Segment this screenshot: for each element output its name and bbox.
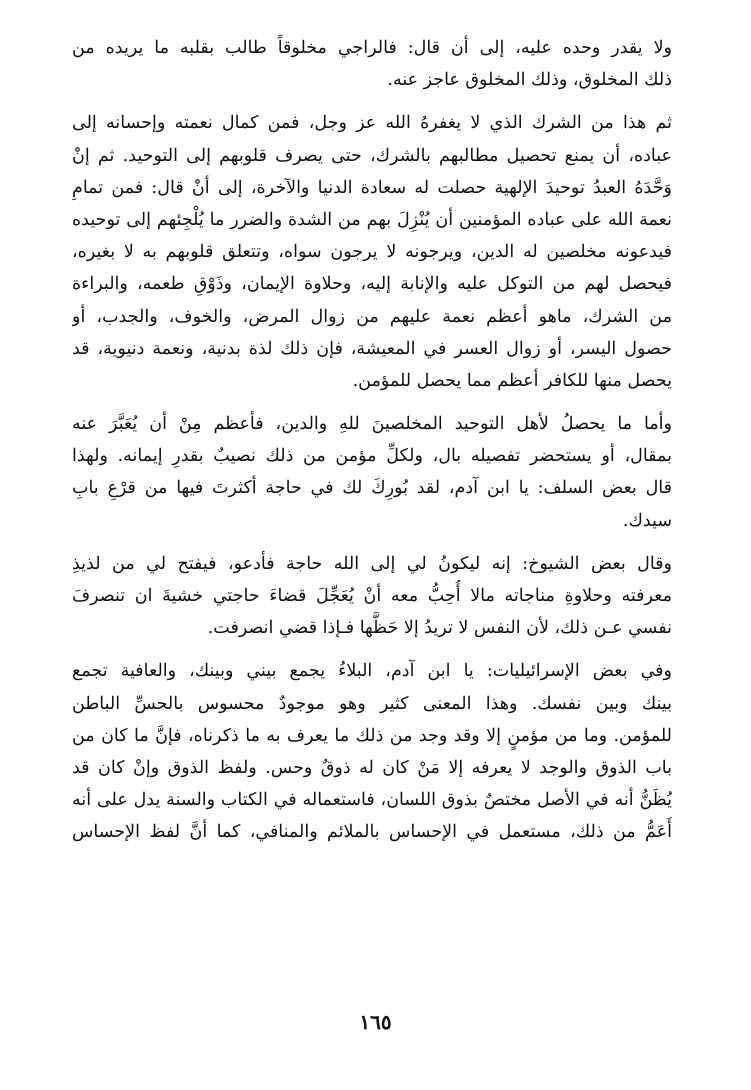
paragraph-5 (72, 655, 672, 848)
page-number: ١٦٥ (359, 1010, 392, 1034)
text-line: وفي بعض الإسرائيليات: يا ابن آدم، البلاءُ يجمع بيني وبينك، والعافية تجمع (72, 661, 672, 682)
text-line: يحصل منها للكافر أعظم مما يحصل للمؤمن. (352, 370, 672, 391)
text-line: وقال بعض الشيوخ: إنه ليكونُ لي إلى الله حاجة فأدعو، فيفتح لي من لذيذِ (72, 553, 672, 574)
text-line: سيدك. (622, 510, 672, 531)
text-line: وَحَّدَهُ العبدُ توحيدَ الإلهية حصلت له سعادة الدنيا والآخرة، إلى أنْ قال: فمن تمامِ (72, 177, 672, 198)
text-line: حصول اليسر، أو زوال العسر في المعيشة، فإن ذلك لذة بدنية، ونعمة دنيوية، قد (72, 338, 672, 359)
text-line: فيحصل لهم من التوكل عليه والإنابة إليه، وحلاوة الإيمان، وذَوْقِ طعمه، والبراءة (72, 274, 672, 295)
text-line: للمؤمن. وما من مؤمنٍ إلا وقد وجد من ذلك ما يعرف به ما ذكرناه، فإنَّ ما كان من (72, 725, 672, 746)
text-line: باب الذوق والوجد لا يعرفه إلا مَنْ كان له ذوقٌ وحس. ولفظ الذوق وإنْ كان قد (72, 757, 672, 778)
text-line: أَعَمُّ من ذلك، مستعمل في الإحساس بالملائم والمنافي، كما أنَّ لفظ الإحساس (72, 822, 672, 843)
text-line: ثم هذا من الشرك الذي لا يغفرهُ الله عز وجل، فمن كمال نعمته وإحسانه إلى (72, 113, 672, 134)
paragraph-1 (72, 32, 672, 96)
text-line: من الشرك، ماهو أعظم نعمة عليهم من زوال المرض، والخوف، والجدب، أو (72, 306, 672, 327)
text-line: ولا يقدر وحده عليه، إلى أن قال: فالراجي مخلوقاً طالب بقلبه ما يريده من (72, 38, 672, 58)
page-body (72, 32, 672, 860)
text-line: وأما ما يحصلُ لأهل التوحيد المخلصينَ للهِ والدين، فأعظم مِنْ أن يُعَبَّرَ عنه (72, 414, 672, 435)
text-line: بينك وبين نفسك. وهذا المعنى كثير وهو موجودٌ محسوس بالحسِّ الباطن (72, 693, 672, 714)
paragraph-4 (72, 548, 672, 645)
text-line: فيدعونه مخلصين له الدين، ويرجونه لا يرجون سواه، وتتعلق قلوبهم به لا بغيره، (72, 242, 672, 263)
text-line: نفسي عـن ذلك، لأن النفس لا تريدُ إلا حَظَّها فـإذا قضي انصرفت. (207, 618, 672, 639)
text-line: يُظَنُّ أنه في الأصل مختصٌ بذوق اللسان، فاستعماله في الكتاب والسنة يدل على أنه (72, 790, 672, 811)
text-line: نعمة الله على عباده المؤمنين أن يُنْزِلَ بهم من الشدة والضرر ما يُلْجِئهم إلى توحيده (72, 209, 672, 230)
text-line: عباده، أن يمنع تحصيل مطالبهم بالشرك، حتى يصرف قلوبهم إلى التوحيد. ثم إنْ (72, 145, 672, 166)
text-line: معرفته وحلاوةِ مناجاته مالا أُحِبُّ معه أنْ يُعَجِّلَ قضاءَ حاجتي خشيةَ ان تنصرفَ (72, 586, 672, 606)
text-line: بمقال، أو يستحضر تفصيله بال، ولكلِّ مؤمن من ذلك نصيبٌ بقدرِ إيمانه. ولهذا (72, 446, 672, 467)
paragraph-2 (72, 107, 672, 397)
text-line: ذلك المخلوق، وذلك المخلوق عاجز عنه. (387, 70, 672, 91)
text-line: قال بعض السلف: يا ابن آدم، لقد بُورِكَ لك في حاجة أكثرتَ فيها من قرْعِ بابِ (72, 478, 672, 499)
paragraph-3 (72, 408, 672, 537)
